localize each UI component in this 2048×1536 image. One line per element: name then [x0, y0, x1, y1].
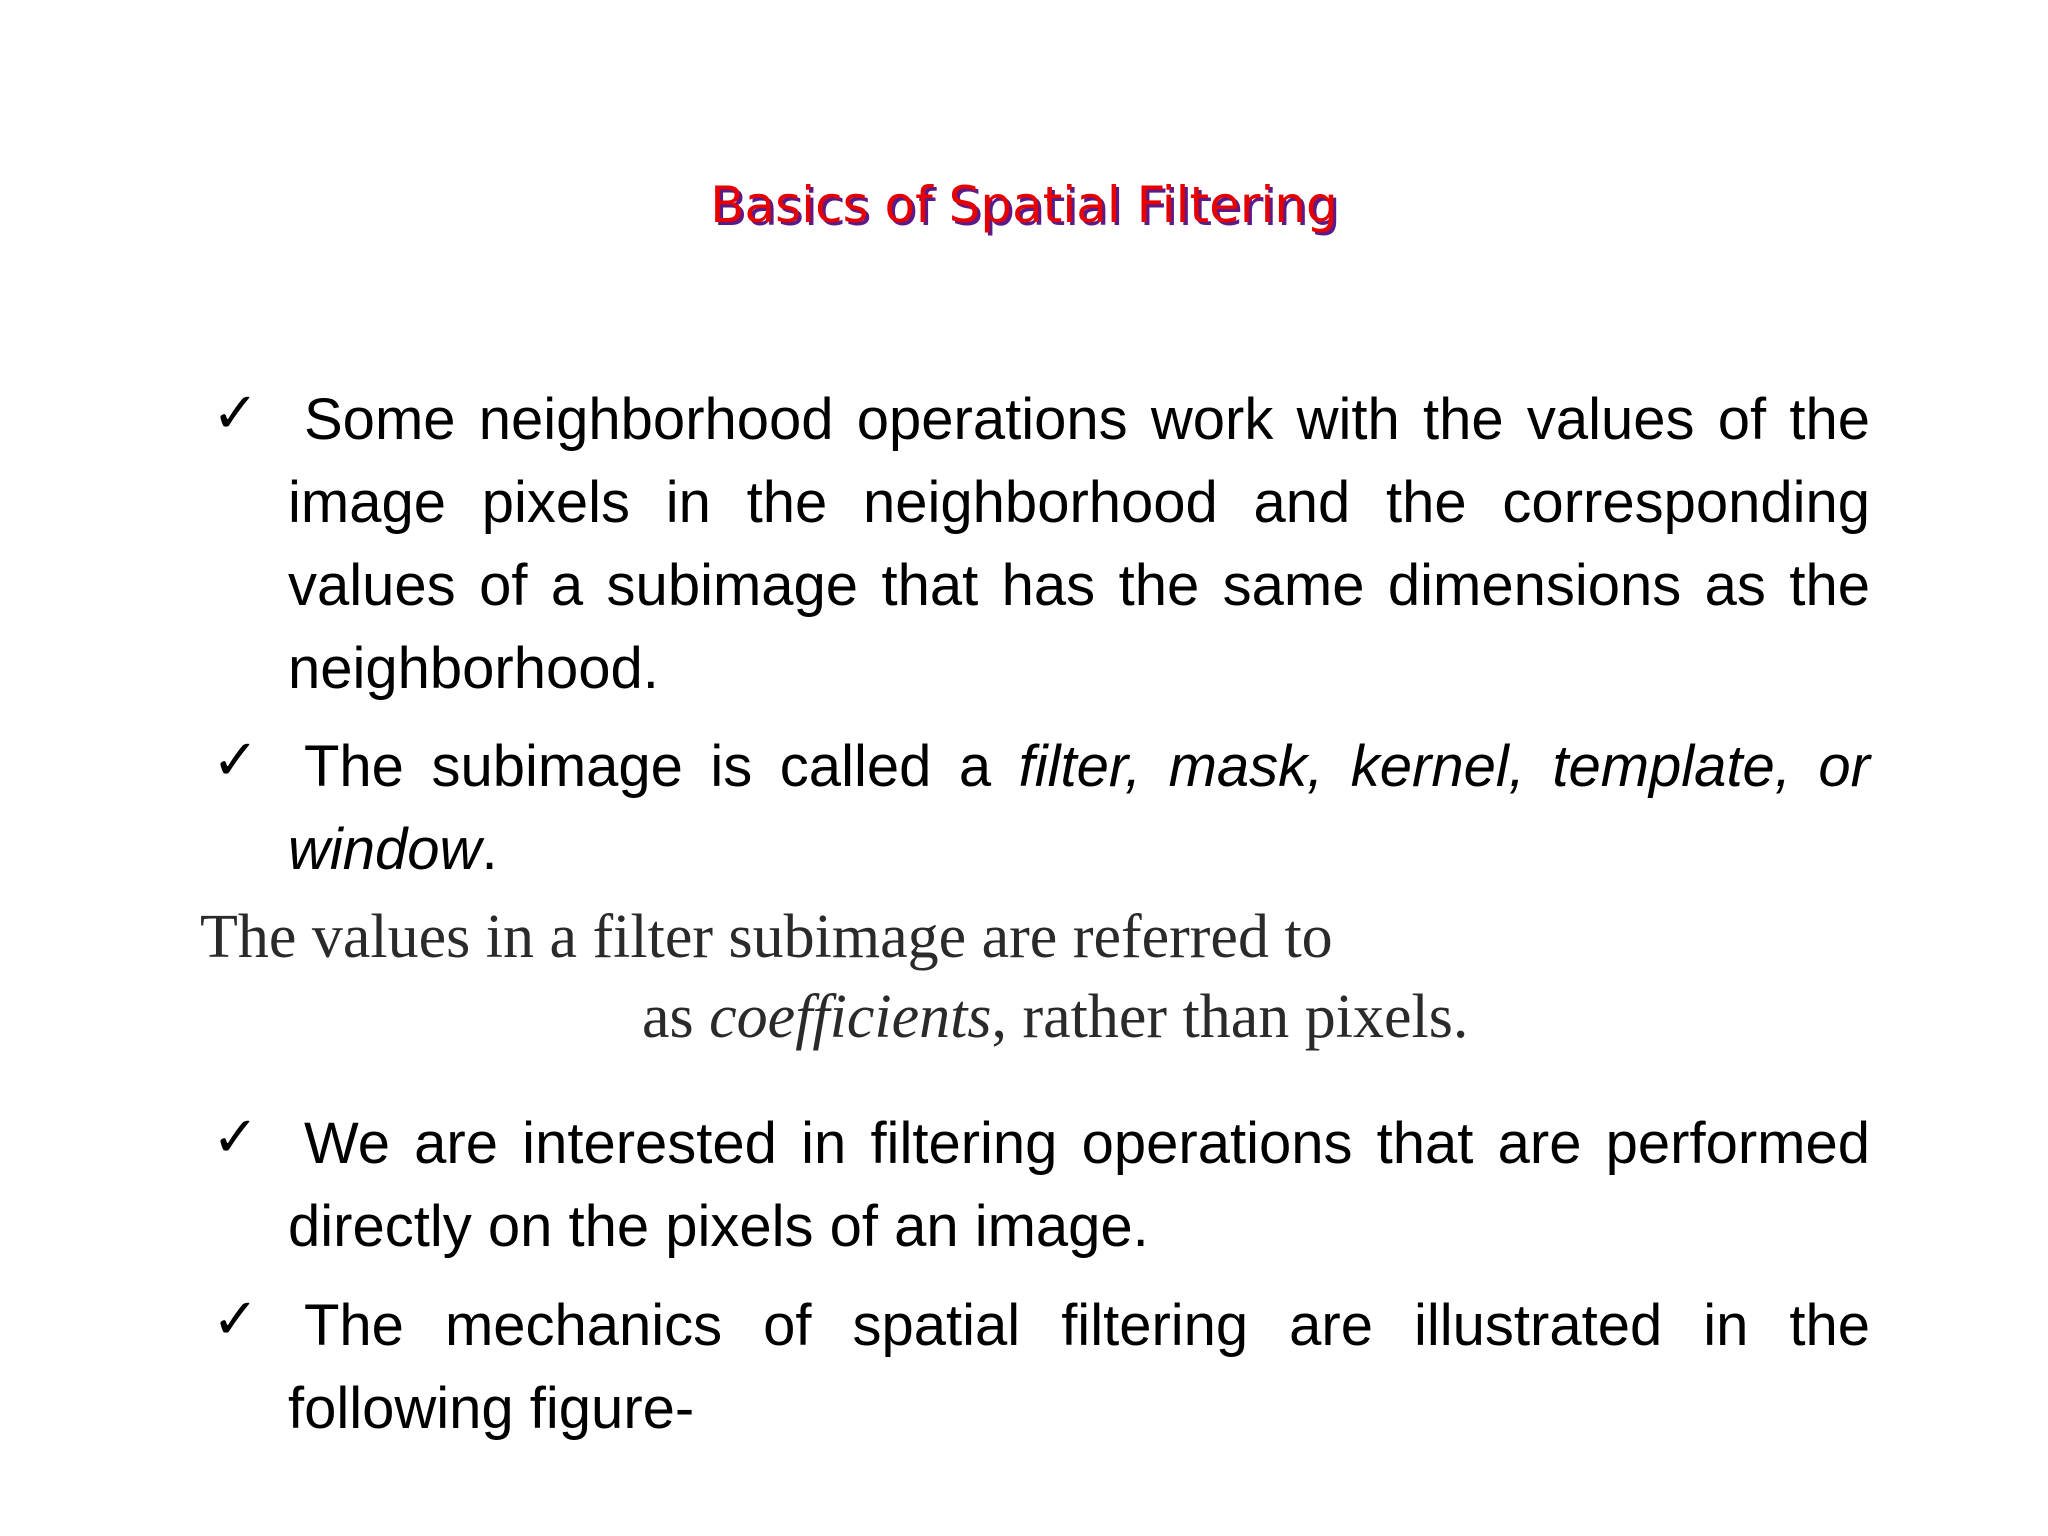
bullet-text: We are interested in filtering operations that are performed directly on the pixels of an image. — [288, 1111, 1870, 1259]
checkmark-icon: ✓ — [212, 728, 259, 793]
bullet-item — [212, 725, 1870, 891]
bullet-item — [212, 1102, 1870, 1268]
textbook-excerpt — [200, 897, 1720, 1057]
bullet-text: Some neighborhood operations work with the values of the image pixels in the neighborhood and the corresponding values of a subimage that has the same dimensions as the neighborhood. — [288, 387, 1870, 701]
excerpt-line-2 — [200, 977, 1720, 1057]
bullet-text-italic: filter, mask, kernel, template, or window — [288, 734, 1870, 882]
bullet-text: The mechanics of spatial filtering are illustrated in the following figure- — [288, 1293, 1870, 1441]
excerpt-italic: coefficients — [709, 983, 992, 1051]
excerpt-prefix: as — [642, 983, 710, 1051]
checkmark-icon: ✓ — [212, 1105, 259, 1170]
excerpt-suffix: , rather than pixels. — [991, 983, 1469, 1051]
excerpt-line-1: The values in a filter subimage are referred to — [200, 903, 1333, 971]
bullet-item — [212, 378, 1870, 710]
checkmark-icon: ✓ — [212, 1287, 259, 1352]
bullet-item — [212, 1284, 1870, 1450]
slide-title: Basics of Spatial Filtering — [710, 176, 1338, 234]
checkmark-icon: ✓ — [212, 381, 259, 446]
bullet-text-suffix: . — [481, 817, 498, 882]
bullet-text-prefix: The subimage is called a — [304, 734, 1019, 799]
